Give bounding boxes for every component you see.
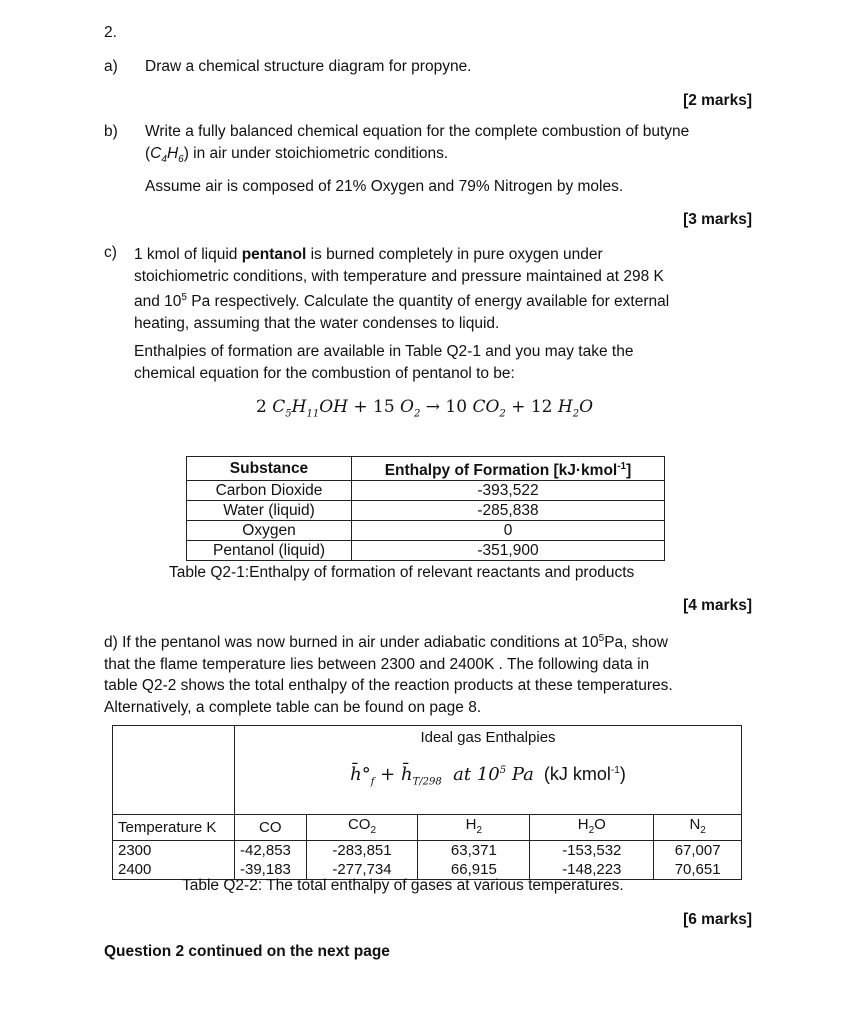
part-b-label: b)	[104, 123, 118, 140]
part-c-line3-post: Pa respectively. Calculate the quantity of energy available for external	[186, 293, 670, 311]
table2-title: Ideal gas Enthalpies	[420, 729, 556, 746]
table2-caption: Table Q2-2: The total enthalpy of gases at various temperatures.	[182, 877, 624, 894]
part-d-marks: [6 marks]	[683, 911, 752, 928]
table2-cell: -277,734	[306, 860, 418, 880]
table1-cell: -393,522	[352, 481, 665, 501]
part-c-line2: stoichiometric conditions, with temperature and pressure maintained at 298 K	[134, 267, 664, 285]
table2-cell: -153,532	[530, 841, 654, 861]
part-c-line3	[134, 287, 754, 313]
table1-cell: Oxygen	[187, 521, 352, 541]
part-c-label: c)	[104, 244, 117, 261]
table2-cell: 2400	[113, 860, 235, 880]
table-row	[113, 841, 742, 861]
part-b-marks: [3 marks]	[683, 211, 752, 228]
table2-cell: 63,371	[418, 841, 530, 861]
table2-col-h2o: $H_2O$	[530, 815, 654, 841]
part-a-marks: [2 marks]	[683, 92, 752, 109]
combustion-equation: 2 $C_5H_{11}OH + 15$ $O_2 \to 10$ $CO_2 + 12$ $H_2O$	[256, 397, 594, 420]
part-d-body	[104, 628, 764, 718]
table-row	[187, 541, 665, 561]
part-d-line1-post: Pa, show	[604, 634, 668, 652]
table2-cell: -39,183	[235, 860, 307, 880]
part-a-label: a)	[104, 58, 118, 75]
part-b-assume: Assume air is composed of 21% Oxygen and 79% Nitrogen by moles.	[145, 178, 624, 195]
table2-col-co2: $CO_2$	[306, 815, 418, 841]
table2-column-row	[113, 815, 742, 841]
enthalpy-formation-table	[186, 456, 665, 561]
table-row	[187, 481, 665, 501]
part-c-body	[134, 244, 754, 334]
continued-note: Question 2 continued on the next page	[104, 943, 390, 960]
part-b-line2	[145, 145, 448, 165]
part-d-line1	[104, 628, 764, 654]
table2-header-row	[113, 726, 742, 815]
pentanol-bold: pentanol	[241, 246, 307, 263]
table1-cell: -351,900	[352, 541, 665, 561]
table-row	[187, 501, 665, 521]
table2-cell: 66,915	[418, 860, 530, 880]
part-c-marks: [4 marks]	[683, 597, 752, 614]
table1-cell: Carbon Dioxide	[187, 481, 352, 501]
table1-cell: Water (liquid)	[187, 501, 352, 521]
table2-cell: -42,853	[235, 841, 307, 861]
table2-col-temperature: Temperature K	[113, 815, 235, 841]
part-d-line2: that the flame temperature lies between 2300 and 2400K . The following data in	[104, 655, 650, 673]
table2-cell: 70,651	[654, 860, 742, 880]
table1-header-row	[187, 457, 665, 481]
part-d-line1-sup: 5	[598, 633, 605, 644]
part-b-line1: Write a fully balanced chemical equation for the complete combustion of butyne	[145, 123, 690, 140]
table2-cell: 67,007	[654, 841, 742, 861]
table1-header-enthalpy: Enthalpy of Formation [kJ·kmol$^{-1}$]	[352, 457, 665, 481]
part-c-line3-sup: 5	[181, 292, 187, 303]
part-c-line1-pre: 1 kmol of liquid	[134, 246, 242, 263]
part-c-enthalpy-note	[134, 341, 754, 384]
table1-cell: -285,838	[352, 501, 665, 521]
butyne-formula: $C_4H_6$	[150, 145, 184, 166]
table2-cell: -283,851	[306, 841, 418, 861]
part-c-line4: heating, assuming that the water condenses to liquid.	[134, 314, 500, 332]
table2-cell: 2300	[113, 841, 235, 861]
table2-cell: -148,223	[530, 860, 654, 880]
part-a-text: Draw a chemical structure diagram for propyne.	[145, 58, 472, 75]
part-d-label: d)	[104, 634, 118, 652]
table1-caption: Table Q2-1:Enthalpy of formation of relevant reactants and products	[169, 564, 635, 581]
question-number: 2.	[104, 24, 117, 41]
part-c-line1-post: is burned completely in pure oxygen under	[306, 246, 603, 263]
table1-header-substance: Substance	[187, 457, 352, 481]
ideal-gas-enthalpy-table	[112, 725, 742, 880]
table2-empty-corner	[113, 726, 235, 815]
table2-col-h2: $H_2$	[418, 815, 530, 841]
part-c-line5: Enthalpies of formation are available in Table Q2-1 and you may take the	[134, 343, 634, 360]
table2-formula: $h̄^\circ_f$ + $h̄_{T/298}$ at $10^5$ Pa (kJ kmol$^{-1}$)	[350, 764, 626, 788]
part-d-line3: table Q2-2 shows the total enthalpy of the reaction products at these temperatures.	[104, 677, 673, 695]
table2-col-n2: $N_2$	[654, 815, 742, 841]
part-d-line1-pre: If the pentanol was now burned in air under adiabatic conditions at 10	[122, 634, 599, 652]
table-row	[187, 521, 665, 541]
part-c-line3-pre: and 10	[134, 293, 182, 311]
table2-title-cell	[235, 726, 742, 815]
part-b-line2-pre: (	[145, 145, 151, 162]
part-c-line6: chemical equation for the combustion of pentanol to be:	[134, 364, 515, 382]
part-d-line4: Alternatively, a complete table can be found on page 8.	[104, 698, 482, 716]
table1-cell: 0	[352, 521, 665, 541]
table1-cell: Pentanol (liquid)	[187, 541, 352, 561]
part-b-line2-post: ) in air under stoichiometric conditions.	[183, 145, 449, 162]
part-c-line1	[134, 244, 754, 266]
table2-col-co: CO	[235, 815, 307, 841]
